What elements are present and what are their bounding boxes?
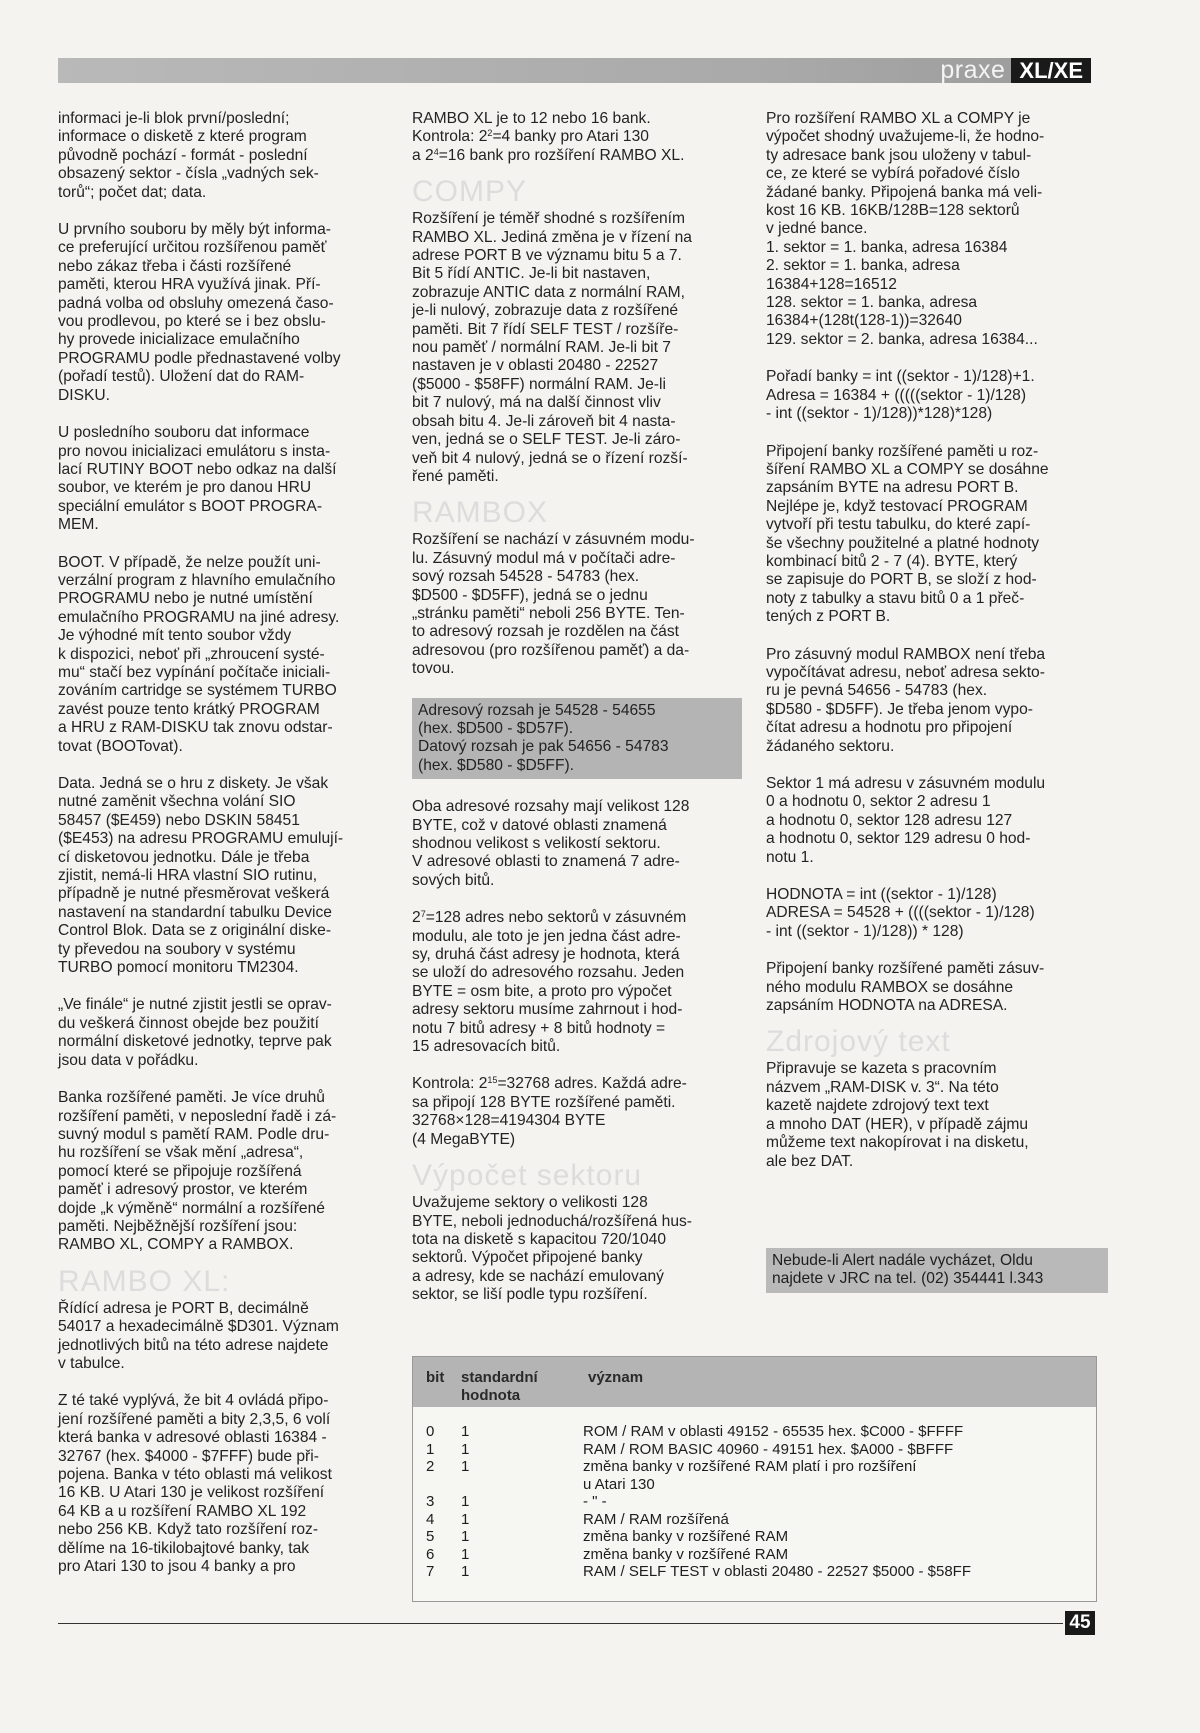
paragraph: „Ve finále“ je nutné zjistit jestli se oprav- du veškerá činnost obejde bez použití normální disketové jednotky, teprve pak jsou data v pořádku.	[58, 996, 332, 1069]
text-span: 2	[412, 909, 421, 927]
section-heading: Zdrojový text	[766, 1025, 951, 1059]
superscript: 7	[420, 909, 426, 920]
superscript: 15	[487, 1075, 498, 1086]
cell-bit: 6	[426, 1545, 435, 1563]
text-span: Kontrola: 2	[412, 1075, 488, 1093]
cell-standard: 1	[461, 1423, 470, 1440]
table-row	[413, 1528, 1096, 1546]
paragraph: Data. Jedná se o hru z diskety. Je však nutné zaměnit všechna volání SIO 58457 ($E459) nebo DSKIN 58451 ($E453) na adresu PROGRAMU emulují- cí disketovou jednotku. Dále je třeba zjistit, nemá-li HRA vlastní SIO rutinu, případně je nutné přesměrovat veškerá nastavení na standardní tabulku Device Control Blok. Data se z originální diske- ty převedou na soubory v systému TURBO pomocí monitoru TM2304.	[58, 775, 344, 977]
superscript: 2	[487, 128, 493, 139]
cell-standard: 1	[461, 1458, 470, 1475]
cell-standard: 1	[461, 1510, 470, 1528]
cell-bit: 1	[426, 1440, 435, 1458]
column-2	[412, 110, 742, 1324]
cell-meaning: RAM / RAM rozšířená	[583, 1510, 729, 1528]
paragraph: Banka rozšířené paměti. Je více druhů rozšíření paměti, v neposlední řadě i zá- suvný modul s pamětí RAM. Podle dru- hu rozšíření se však mění „adresa“, pomocí které se připojuje rozšířená paměť i adresový prostor, ve kterém dojde „k výměně“ normální a rozšířené paměti. Nejběžnější rozšíření jsou: RAMBO XL, COMPY a RAMBOX.	[58, 1089, 337, 1254]
header-bar	[58, 58, 1091, 83]
paragraph: Připravuje se kazeta s pracovním názvem „RAM-DISK v. 3“. Na této kazetě najdete zdrojový text text a mnoho DAT (HER), v případě zájmu můžeme text nakopírovat i na disketu, ale bez DAT.	[766, 1060, 1029, 1170]
cell-bit: 3	[426, 1493, 435, 1510]
paragraph: informaci je-li blok první/poslední; informace o disketě z které program původně pochází - formát - poslední obsazený sektor - čísla „vadných sek- torů“; počet dat; data.	[58, 110, 319, 201]
cell-bit: 5	[426, 1528, 435, 1545]
cell-meaning: - " -	[583, 1493, 607, 1510]
text-span: =128 adres nebo sektorů v zásuvném modulu, ale toto je jen jedna část adre- sy, druhá část adresy je hodnota, která se uloží do adresového rozsahu. Jeden BYTE = osm bite, a proto pro výpočet adresy sektoru musíme zahrnout i hod- notu 7 bitů adresy + 8 bitů hodnoty = 15 adresovacích bitů.	[412, 909, 687, 1056]
paragraph	[412, 909, 742, 1056]
paragraph: Pořadí banky = int ((sektor - 1)/128)+1. Adresa = 16384 + (((((sektor - 1)/128) - int ((sektor - 1)/128))*128)*128)	[766, 368, 1035, 423]
cell-bit: 2	[426, 1458, 435, 1475]
cell-meaning: RAM / ROM BASIC 40960 - 49151 hex. $A000 - $BFFF	[583, 1440, 954, 1458]
paragraph	[412, 1075, 742, 1149]
section-label: praxe	[940, 56, 1006, 84]
cell-bit: 4	[426, 1510, 435, 1528]
footer-rule	[58, 1623, 1063, 1624]
table-header	[413, 1357, 1096, 1407]
paragraph	[412, 110, 742, 165]
highlight-box: Adresový rozsah je 54528 - 54655 (hex. $D500 - $D57F). Datový rozsah je pak 54656 - 54783 (hex. $D580 - $D5FF).	[412, 698, 742, 780]
paragraph: U prvního souboru by měly být informa- ce preferující určitou rozšířenou paměť nebo zákaz třeba i části rozšířené paměti, kterou HRA využívá jinak. Pří- padná volba od obsluhy omezená časo- vou prodlevou, po které se i bez obslu- hy provede inicializace emulačního PROGRAMU podle přednastavené volby (pořadí testů). Uložení dat do RAM- DISKU.	[58, 221, 341, 404]
text-span: RAMBO XL je to 12 nebo 16 bank. Kontrola: 2	[412, 110, 651, 146]
table-row	[413, 1493, 1096, 1511]
paragraph: Z té také vyplývá, že bit 4 ovládá připo- jení rozšířené paměti a bity 2,3,5, 6 volí která banka v adresové oblasti 16384 - 32767 (hex. $4000 - $7FFF) bude při- pojena. Banka v této oblasti má velikost 16 KB. U Atari 130 je velikost rozšíření 64 KB a u rozšíření RAMBO XL 192 nebo 256 KB. Když tato rozšíření roz- dělíme na 16-tikilobajtové banky, tak pro Atari 130 to jsou 4 banky a pro	[58, 1392, 332, 1576]
page-number: 45	[1065, 1611, 1095, 1635]
paragraph: Oba adresové rozsahy mají velikost 128 BYTE, což v datové oblasti znamená shodnou velikost s velikostí sektoru. V adresové oblasti to znamená 7 adre- sových bitů.	[412, 798, 690, 889]
cell-bit: 7	[426, 1563, 435, 1580]
cell-standard: 1	[461, 1563, 470, 1580]
text-span: =32768 adres. Každá adre- sa připojí 128 BYTE rozšířené paměti. 32768×128=4194304 BYTE (4 MegaBYTE)	[412, 1075, 687, 1148]
paragraph: HODNOTA = int ((sektor - 1)/128) ADRESA = 54528 + ((((sektor - 1)/128) - int ((sektor - 1)/128)) * 128)	[766, 886, 1035, 940]
port-b-bits-table	[412, 1356, 1097, 1602]
table-body	[413, 1423, 1096, 1581]
section-heading: COMPY	[412, 175, 528, 209]
column-3	[766, 110, 1096, 1190]
paragraph: Pro rozšíření RAMBO XL a COMPY je výpočet shodný uvažujeme-li, že hodno- ty adresace bank jsou uloženy v tabul- ce, ze které se vybírá pořadové číslo žádané banky. Připojená banka má veli- kost 16 KB. 16KB/128B=128 sektorů v jedné bance. 1. sektor = 1. banka, adresa 16384 2. sektor = 1. banka, adresa 16384+128=16512 128. sektor = 1. banka, adresa 16384+(128t(128-1))=32640 129. sektor = 2. banka, adresa 16384...	[766, 110, 1045, 348]
paragraph: Řídící adresa je PORT B, decimálně 54017 a hexadecimálně $D301. Význam jednotlivých bitů na této adrese najdete v tabulce.	[58, 1299, 339, 1372]
magazine-tag: XL/XE	[1011, 58, 1091, 83]
table-row	[413, 1563, 1096, 1581]
cell-standard: 1	[461, 1545, 470, 1563]
section-heading: RAMBOX	[412, 496, 549, 530]
table-row	[413, 1423, 1096, 1441]
paragraph: Uvažujeme sektory o velikosti 128 BYTE, neboli jednoduchá/rozšířená hus- tota na disketě s kapacitou 720/1040 sektorů. Výpočet připojené banky a adresy, kde se nachází emulovaný sektor, se liší podle typu rozšíření.	[412, 1194, 692, 1304]
contact-note-box: Nebude-li Alert nadále vycházet, Oldu najdete v JRC na tel. (02) 354441 l.343	[766, 1248, 1108, 1293]
paragraph: Rozšíření se nachází v zásuvném modu- lu. Zásuvný modul má v počítači adre- sový rozsah 54528 - 54783 (hex. $D500 - $D5FF), jedná se o jednu „stránku paměti“ neboli 256 BYTE. Ten- to adresový rozsah je rozdělen na část adresovou (pro rozšířenou paměť) a da- tovou.	[412, 531, 695, 678]
cell-standard: 1	[461, 1493, 470, 1510]
paragraph: Sektor 1 má adresu v zásuvném modulu 0 a hodnotu 0, sektor 2 adresu 1 a hodnotu 0, sektor 128 adresu 127 a hodnotu 0, sektor 129 adresu 0 hod- notu 1.	[766, 775, 1046, 866]
section-heading: RAMBO XL:	[58, 1264, 231, 1298]
cell-meaning: RAM / SELF TEST v oblasti 20480 - 22527 $5000 - $58FF	[583, 1563, 971, 1580]
text-span: =16 bank pro rozšíření RAMBO XL.	[438, 146, 685, 164]
cell-meaning: změna banky v rozšířené RAM platí i pro rozšíření u Atari 130	[583, 1458, 917, 1493]
section-tag	[940, 58, 1091, 83]
cell-meaning: změna banky v rozšířené RAM	[583, 1545, 789, 1563]
paragraph: BOOT. V případě, že nelze použít uni- verzální program z hlavního emulačního PROGRAMU nebo je nutné umístění emulačního PROGRAMU na jiné adresy. Je výhodné mít tento soubor vždy k dispozici, neboť při „zhroucení systé- mu“ stačí bez vypínání počítače iniciali- zováním cartridge se systémem TURBO zavést pouze tento krátký PROGRAM a HRU z RAM-DISKU tak znovu odstar- tovat (BOOTovat).	[58, 553, 340, 755]
superscript: 4	[433, 146, 439, 157]
cell-meaning: změna banky v rozšířené RAM	[583, 1528, 789, 1545]
table-row	[413, 1511, 1096, 1529]
cell-standard: 1	[461, 1440, 470, 1458]
paragraph: U posledního souboru dat informace pro novou inicializaci emulátoru s insta- lací RUTINY BOOT nebo odkaz na další soubor, ve kterém je pro danou HRU speciální emulátor s BOOT PROGRA- MEM.	[58, 424, 337, 534]
text-span: =4 banky pro Atari 130 a 2	[412, 128, 649, 164]
cell-standard: 1	[461, 1528, 470, 1545]
header-standard-value: standardní hodnota	[461, 1369, 538, 1404]
table-row	[413, 1458, 1096, 1493]
cell-bit: 0	[426, 1423, 435, 1440]
paragraph: Připojení banky rozšířené paměti u roz- šíření RAMBO XL a COMPY se dosáhne zapsáním BYTE na adresu PORT B. Nejlépe je, když testovací PROGRAM vytvoří při testu tabulku, do které zapí- še všechny použitelné a platné hodnoty kombinací bitů 2 - 7 (4). BYTE, který se zapisuje do PORT B, se složí z hod- noty z tabulky a stavu bitů 0 a 1 přeč- tených z PORT B.	[766, 442, 1049, 626]
header-meaning: význam	[588, 1369, 644, 1386]
column-1	[58, 110, 388, 1595]
section-heading: Výpočet sektoru	[412, 1159, 643, 1193]
header-bit: bit	[426, 1369, 445, 1386]
cell-meaning: ROM / RAM v oblasti 49152 - 65535 hex. $C000 - $FFFF	[583, 1423, 964, 1440]
paragraph: Připojení banky rozšířené paměti zásuv- ného modulu RAMBOX se dosáhne zapsáním HODNOTA na ADRESA.	[766, 960, 1045, 1015]
paragraph: Rozšíření je téměř shodné s rozšířením RAMBO XL. Jediná změna je v řízení na adrese PORT B ve významu bitu 5 a 7. Bit 5 řídí ANTIC. Je-li bit nastaven, zobrazuje ANTIC data z normální RAM, je-li nulový, zobrazuje data z rozšířené paměti. Bit 7 řídí SELF TEST / rozšíře- nou paměť / normální RAM. Je-li bit 7 nastaven je v oblasti 20480 - 22527 ($5000 - $58FF) normální RAM. Je-li bit 7 nulový, má na další činnost vliv obsah bitu 4. Je-li zároveň bit 4 nasta- ven, jedná se o SELF TEST. Je-li záro- veň bit 4 nulový, jedná se o řízení rozší- řené paměti.	[412, 210, 692, 485]
table-row	[413, 1441, 1096, 1459]
table-row	[413, 1546, 1096, 1564]
paragraph: Pro zásuvný modul RAMBOX není třeba vypočítávat adresu, neboť adresa sekto- ru je pevná 54656 - 54783 (hex. $D580 - $D5FF). Je třeba jenom vypo- čítat adresu a hodnotu pro připojení žádaného sektoru.	[766, 645, 1046, 755]
